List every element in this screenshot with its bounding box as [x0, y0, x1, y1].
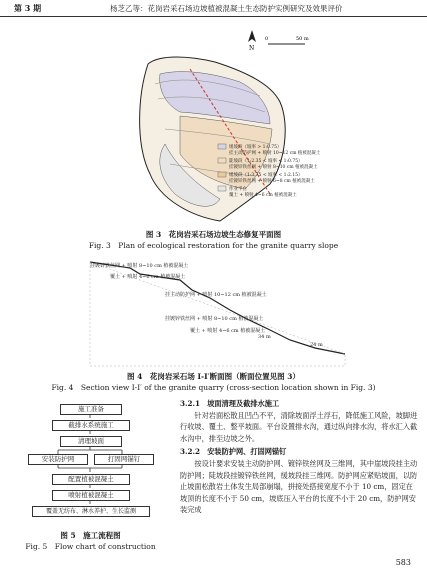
section-label-4: 挂镀锌铁丝网 + 喷射 8~10 cm 植被混凝土 [165, 316, 264, 322]
flow-step-install-net: 安装防护网 [28, 454, 88, 465]
section-labels [90, 262, 323, 348]
page-number: 583 [395, 558, 411, 567]
legend-1: 缓坡段（坡率 > 1:0.75） [229, 145, 282, 150]
running-title: 杨芝乙等：花岗岩采石场边坡植被混凝土生态防护实例研究及效果评价 [110, 4, 343, 13]
paragraph-1: 针对岩面松散且凹凸不平，清除坡面浮土浮石，降低施工风险，坡脚进行收坡、覆土、整平坡面。平台设置排水沟，通过纵向排水沟，将水汇入截水沟中，排至边坡之外。 [180, 410, 418, 443]
flow-step-spray-concrete: 喷射植被混凝土 [52, 490, 130, 501]
fig4-caption-cn: 图 4 花岗岩采石场 I-I′断面图（断面位置见图 3） [127, 372, 300, 381]
fig3-caption-en: Fig. 3 Plan of ecological restoration for the granite quarry slope [88, 241, 339, 250]
scale-start: 0 [265, 36, 269, 42]
fig4-caption-en: Fig. 4 Section view I-I′ of the granite quarry (cross-section location shown in Fig. 3) [51, 383, 376, 392]
scale-end: 50 m [296, 36, 309, 42]
legend-4: 挂镀锌铁丝网 + 喷射 8~10 cm 植被混凝土 [229, 165, 318, 170]
section-heading-3-2-1: 3.2.1 坡面清理及截排水施工 [180, 399, 280, 408]
issue-number: 第 3 期 [14, 3, 42, 13]
section-label-2: 覆土 + 喷射 4~6 cm 植被混凝土 [110, 274, 186, 280]
paragraph-2: 按设计要求安装主动防护网、镀锌铁丝网及三维网，其中崖坡段挂主动防护网；陡坡段挂镀锌铁丝网，缓坡段挂三维网。防护网应紧贴坡面，以防止坡面松散岩土体发生局部崩塌，拼接处搭接宽度不小于 10 cm，固定在坡顶的长度不小于 50 cm，坡底压入平台的长度不小于 20 cm，防护网安装完成 [180, 458, 418, 515]
legend-8: 覆土 + 喷射 4~6 cm 植被混凝土 [229, 193, 297, 198]
flow-step-maintenance: 覆盖无纺布、淋水养护、生长监测 [32, 506, 150, 517]
page-header [0, 0, 427, 17]
section-dim-1: 34 m [258, 334, 271, 340]
north-label: N [249, 45, 255, 52]
fig5-flowchart [18, 402, 163, 527]
body-text [180, 398, 420, 516]
legend-3: 陡坡段（1:2.35 < 坡率 < 1:0.75） [229, 159, 303, 164]
flow-step-clean-slope: 清理坡面 [60, 436, 122, 447]
north-arrow [248, 30, 256, 52]
section-label-1: 挂镀锌铁丝网 + 喷射 8~10 cm 植被混凝土 [90, 263, 189, 269]
section-heading-3-2-2: 3.2.2 安装防护网、打固网锚钉 [180, 447, 287, 457]
legend-2: 挂主动防护网 + 喷射 10~12 cm 植被混凝土 [229, 151, 320, 156]
fig4-section-view [70, 258, 360, 368]
section-label-3: 挂主动防护网 + 喷射 10~12 cm 植被混凝土 [165, 292, 267, 298]
legend-6: 挂镀锌铁丝网 + 喷射 6~8 cm 植被混凝土 [229, 179, 315, 184]
fig3-plan-map [120, 24, 320, 224]
section-label-5: 覆土 + 喷射 4~6 cm 植被混凝土 [190, 328, 266, 334]
fig3-caption-cn: 图 3 花岗岩采石场边坡生态修复平面图 [145, 230, 282, 239]
legend-5: 缓坡段（1:3.75 < 坡率 < 1:2.15） [229, 173, 303, 178]
legend-7: 作业平台 [229, 187, 247, 192]
fig5-caption-cn: 图 5 施工流程图 [60, 531, 121, 540]
section-dim-2: 24 m [310, 342, 323, 348]
scale-bar [265, 36, 309, 44]
flow-step-prepare: 施工准备 [60, 404, 122, 415]
fig5-caption-en: Fig. 5 Flow chart of construction [25, 542, 156, 551]
flow-step-mix-concrete: 配置植被混凝土 [52, 474, 130, 485]
flow-step-drainage: 截排水系统施工 [52, 420, 130, 431]
flow-step-anchor-net: 打固网锚钉 [94, 454, 154, 465]
